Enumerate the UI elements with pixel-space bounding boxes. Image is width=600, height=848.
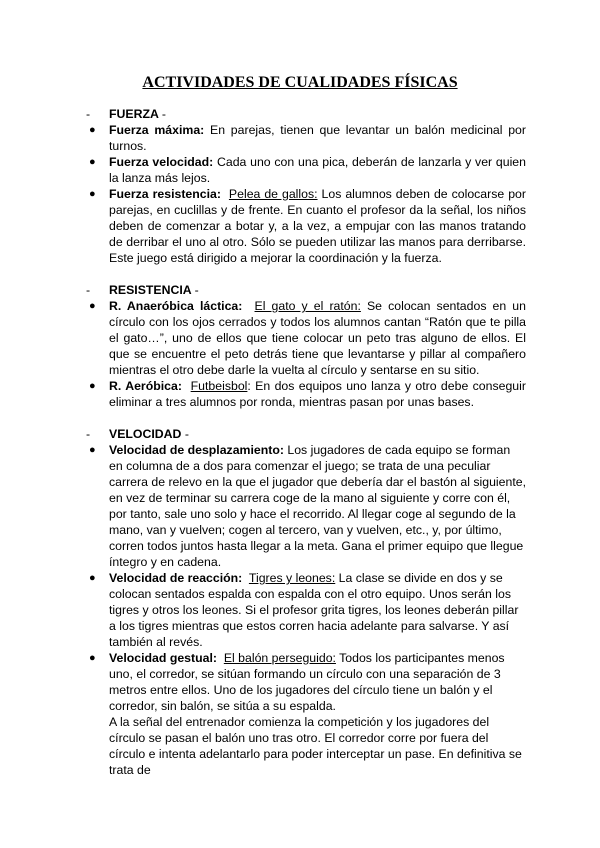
- item-term: Fuerza velocidad:: [109, 155, 214, 169]
- bullet-icon: ●: [89, 444, 96, 456]
- dash-marker: -: [194, 283, 199, 297]
- list-item: [89, 298, 526, 378]
- list-item: [89, 378, 526, 410]
- item-description: Todos los participantes menos uno, el corredor, se sitúan formando un círculo con una separación de 3 metros entre ellos. Uno de los jugadores del círculo tiene un balón y el corredor, sin balón, se sitúa a su espalda.: [109, 651, 505, 713]
- page-title: ACTIVIDADES DE CUALIDADES FÍSICAS: [142, 74, 458, 91]
- game-name: Tigres y leones:: [248, 571, 336, 585]
- section-heading-label: RESISTENCIA: [109, 283, 192, 297]
- item-term: Velocidad de desplazamiento:: [109, 443, 284, 457]
- bullet-icon: ●: [89, 380, 96, 392]
- dash-marker: -: [161, 107, 166, 121]
- item-description: : En dos equipos uno lanza y otro debe conseguir eliminar a tres alumnos por ronda, mientras pasan por unas bases.: [109, 379, 526, 409]
- dash-marker: -: [184, 427, 189, 441]
- list-item: [89, 186, 526, 266]
- bullet-icon: ●: [89, 300, 96, 312]
- document-body: [86, 106, 527, 778]
- section-heading-velocidad: [86, 426, 526, 442]
- dash-marker: -: [86, 427, 91, 441]
- item-description: Los jugadores de cada equipo se forman en columna de a dos para comenzar el juego; se trata de una peculiar carrera de relevo en la que el jugador que debería dar el bastón al siguiente, en vez de terminar su carrera coge de la mano al siguiente y corre con él, por tanto, sale uno solo y hace el recorrido. Al llegar coge al segundo de la mano, van y vuelven; cogen al tercero, van y vuelven, etc., y, por último, corren todos juntos hasta llegar a la meta. Gana el primer equipo que llegue íntegro y en cadena.: [109, 443, 527, 569]
- section-heading-label: VELOCIDAD: [109, 427, 182, 441]
- list-velocidad: [89, 442, 526, 778]
- list-item: [89, 122, 526, 154]
- item-term: Fuerza resistencia:: [109, 187, 221, 201]
- game-name: Futbeisbol: [190, 379, 248, 393]
- dash-marker: -: [86, 283, 91, 297]
- section-heading-fuerza: [86, 106, 526, 122]
- game-name: Pelea de gallos:: [228, 187, 318, 201]
- item-term: R. Anaeróbica láctica:: [109, 299, 243, 313]
- section-heading-resistencia: [86, 282, 526, 298]
- item-description: Cada uno con una pica, deberán de lanzarla y ver quien la lanza más lejos.: [109, 155, 526, 185]
- bullet-icon: ●: [89, 156, 96, 168]
- list-item: [89, 650, 526, 778]
- item-description: Se colocan sentados en un círculo con los ojos cerrados y todos los alumnos cantan “Ratón que te pilla el gato…”, uno de ellos que tiene colocar un peto tras alguno de ellos. El que se encuentre el peto detrás tiene que levantarse y pillar al compañero mientras el otro debe darle la vuelta al círculo y sentarse en su sitio.: [109, 299, 526, 377]
- section-heading-label: FUERZA: [109, 107, 159, 121]
- item-term: Velocidad de reacción:: [109, 571, 243, 585]
- game-name: El balón perseguido:: [223, 651, 336, 665]
- list-item: [89, 570, 526, 650]
- dash-marker: -: [86, 107, 91, 121]
- list-resistencia: [89, 298, 526, 410]
- item-term: Fuerza máxima:: [109, 123, 205, 137]
- item-description: Los alumnos deben de colocarse por parejas, en cuclillas y de frente. En cuanto el profesor da la señal, los niños deben de comenzar a botar y, a la vez, a empujar con las manos tratando de derribar el uno al otro. Sólo se pueden utilizar las manos para derribarse. Este juego está dirigido a mejorar la coordinación y la fuerza.: [109, 187, 526, 265]
- item-description: En parejas, tienen que levantar un balón medicinal por turnos.: [109, 123, 526, 153]
- bullet-icon: ●: [89, 652, 96, 664]
- list-item: [89, 154, 526, 186]
- bullet-icon: ●: [89, 188, 96, 200]
- item-description: La clase se divide en dos y se colocan sentados espalda con espalda con el otro equipo. Unos serán los tigres y otros los leones. Si el profesor grita tigres, los leones deberán pillar a los tigres mientras que estos corren hacia adelante para salvarse. Y así también al revés.: [109, 571, 519, 649]
- game-name: El gato y el ratón:: [254, 299, 361, 313]
- item-term: Velocidad gestual:: [109, 651, 217, 665]
- item-description-continued: A la señal del entrenador comienza la competición y los jugadores del círculo se pasan el balón uno tras otro. El corredor corre por fuera del círculo e intenta adelantarlo para poder interceptar un pase. En definitiva se trata de: [109, 715, 522, 777]
- item-term: R. Aeróbica:: [109, 379, 182, 393]
- list-item: [89, 442, 526, 570]
- list-fuerza: [89, 122, 526, 266]
- bullet-icon: ●: [89, 572, 96, 584]
- bullet-icon: ●: [89, 124, 96, 136]
